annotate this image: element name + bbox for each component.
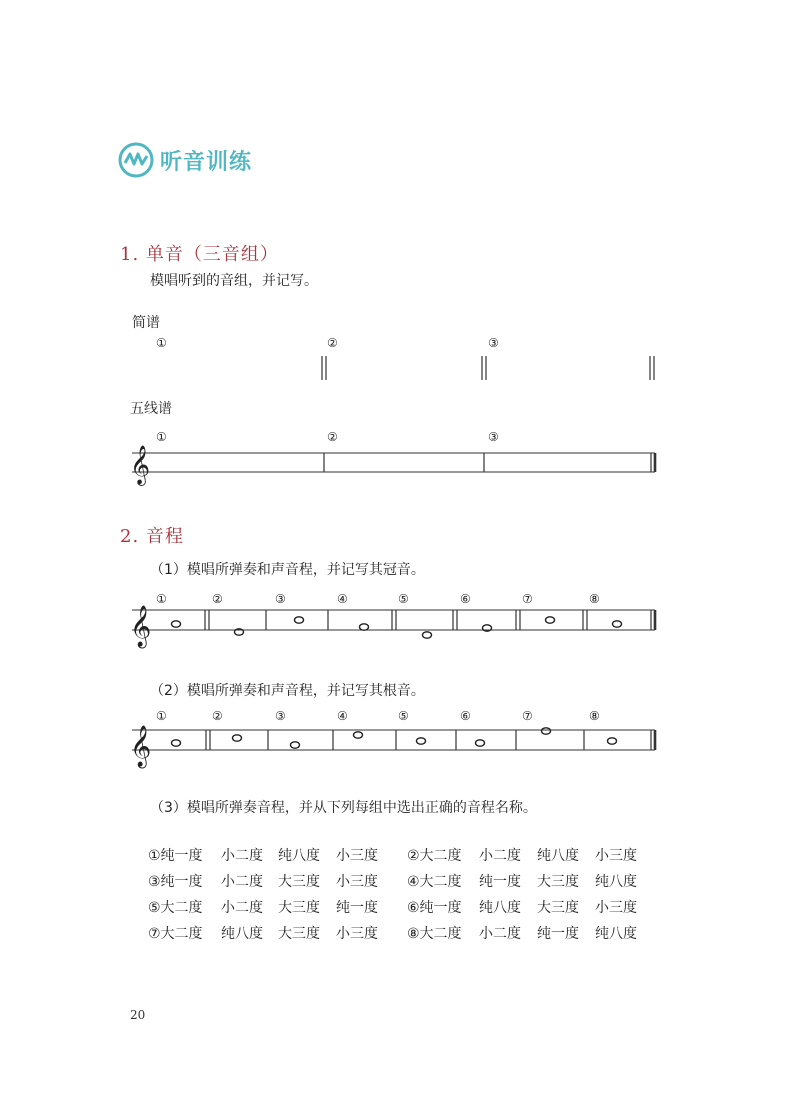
part3-instruction: （3）模唱所弹奏音程，并从下列每组中选出正确的音程名称。 <box>150 800 537 816</box>
option-3-0: ③纯一度 <box>148 874 203 890</box>
part1-marker-5: ⑤ <box>398 592 409 606</box>
treble-clef-icon: 𝄞 <box>130 445 151 485</box>
page-number: 20 <box>130 1008 146 1022</box>
part1-marker-8: ⑧ <box>589 592 600 606</box>
option-8-1: 小二度 <box>479 926 521 942</box>
jianpu-marker-2: ② <box>327 336 338 350</box>
jianpu-barlines <box>322 356 654 380</box>
part1-marker-4: ④ <box>337 592 348 606</box>
whole-note <box>354 732 363 738</box>
option-5-3: 纯一度 <box>336 900 378 916</box>
option-1-1: 小二度 <box>221 848 263 864</box>
option-7-3: 小三度 <box>336 926 378 942</box>
option-4-2: 大三度 <box>537 874 579 890</box>
section1-title: 1. 单音（三音组） <box>120 244 279 265</box>
option-2-1: 小二度 <box>479 848 521 864</box>
staff-3 <box>130 725 655 768</box>
option-6-2: 大三度 <box>537 900 579 916</box>
option-7-0: ⑦大二度 <box>148 926 203 942</box>
part1-instruction: （1）模唱所弹奏和声音程，并记写其冠音。 <box>150 562 425 578</box>
option-6-0: ⑥纯一度 <box>407 900 462 916</box>
option-5-0: ⑤大二度 <box>148 900 203 916</box>
staff-1 <box>130 445 655 486</box>
part2-instruction: （2）模唱所弹奏和声音程，并记写其根音。 <box>150 683 425 699</box>
part1-marker-3: ③ <box>275 592 286 606</box>
option-4-3: 纯八度 <box>595 874 637 890</box>
staff-marker-1: ① <box>156 430 167 444</box>
option-8-3: 纯八度 <box>595 926 637 942</box>
whole-note <box>417 738 426 744</box>
jianpu-marker-1: ① <box>156 336 167 350</box>
whole-note <box>613 621 622 627</box>
whole-note <box>542 728 551 734</box>
staff-marker-2: ② <box>327 430 338 444</box>
option-8-0: ⑧大二度 <box>407 926 462 942</box>
option-7-1: 纯八度 <box>221 926 263 942</box>
whole-note <box>476 740 485 746</box>
whole-note <box>172 740 181 746</box>
section-header-title: 听音训练 <box>160 150 253 175</box>
part1-marker-7: ⑦ <box>522 592 533 606</box>
option-1-2: 纯八度 <box>278 848 320 864</box>
whole-note <box>295 617 304 623</box>
option-3-3: 小三度 <box>336 874 378 890</box>
whole-note <box>546 617 555 623</box>
jianpu-label: 简谱 <box>132 315 160 331</box>
option-1-3: 小三度 <box>336 848 378 864</box>
option-3-1: 小二度 <box>221 874 263 890</box>
option-6-1: 纯八度 <box>479 900 521 916</box>
option-1-0: ①纯一度 <box>148 848 203 864</box>
part1-marker-2: ② <box>212 592 223 606</box>
part2-marker-2: ② <box>212 709 223 723</box>
whole-note <box>608 738 617 744</box>
part2-marker-6: ⑥ <box>460 709 471 723</box>
option-4-1: 纯一度 <box>479 874 521 890</box>
option-5-2: 大三度 <box>278 900 320 916</box>
section1-instruction: 模唱听到的音组，并记写。 <box>150 273 318 289</box>
jianpu-marker-3: ③ <box>488 336 499 350</box>
option-2-2: 纯八度 <box>537 848 579 864</box>
whole-note <box>172 621 181 627</box>
part2-marker-5: ⑤ <box>398 709 409 723</box>
option-5-1: 小二度 <box>221 900 263 916</box>
staff-label: 五线谱 <box>130 401 172 417</box>
treble-clef-icon: 𝄞 <box>130 726 152 767</box>
part1-marker-1: ① <box>156 592 167 606</box>
part2-marker-3: ③ <box>275 709 286 723</box>
whole-note <box>291 742 300 748</box>
option-6-3: 小三度 <box>595 900 637 916</box>
option-4-0: ④大二度 <box>407 874 462 890</box>
part2-marker-1: ① <box>156 709 167 723</box>
whole-note <box>360 624 369 630</box>
part2-marker-8: ⑧ <box>589 709 600 723</box>
option-2-3: 小三度 <box>595 848 637 864</box>
option-3-2: 大三度 <box>278 874 320 890</box>
part1-marker-6: ⑥ <box>460 592 471 606</box>
option-8-2: 纯一度 <box>537 926 579 942</box>
option-2-0: ②大二度 <box>407 848 462 864</box>
part2-marker-7: ⑦ <box>522 709 533 723</box>
whole-note <box>233 735 242 741</box>
part2-marker-4: ④ <box>337 709 348 723</box>
staff-2 <box>130 605 655 648</box>
whole-note <box>423 632 432 638</box>
option-7-2: 大三度 <box>278 926 320 942</box>
staff-marker-3: ③ <box>488 430 499 444</box>
section2-title: 2. 音程 <box>120 526 184 547</box>
treble-clef-icon: 𝄞 <box>130 606 152 647</box>
